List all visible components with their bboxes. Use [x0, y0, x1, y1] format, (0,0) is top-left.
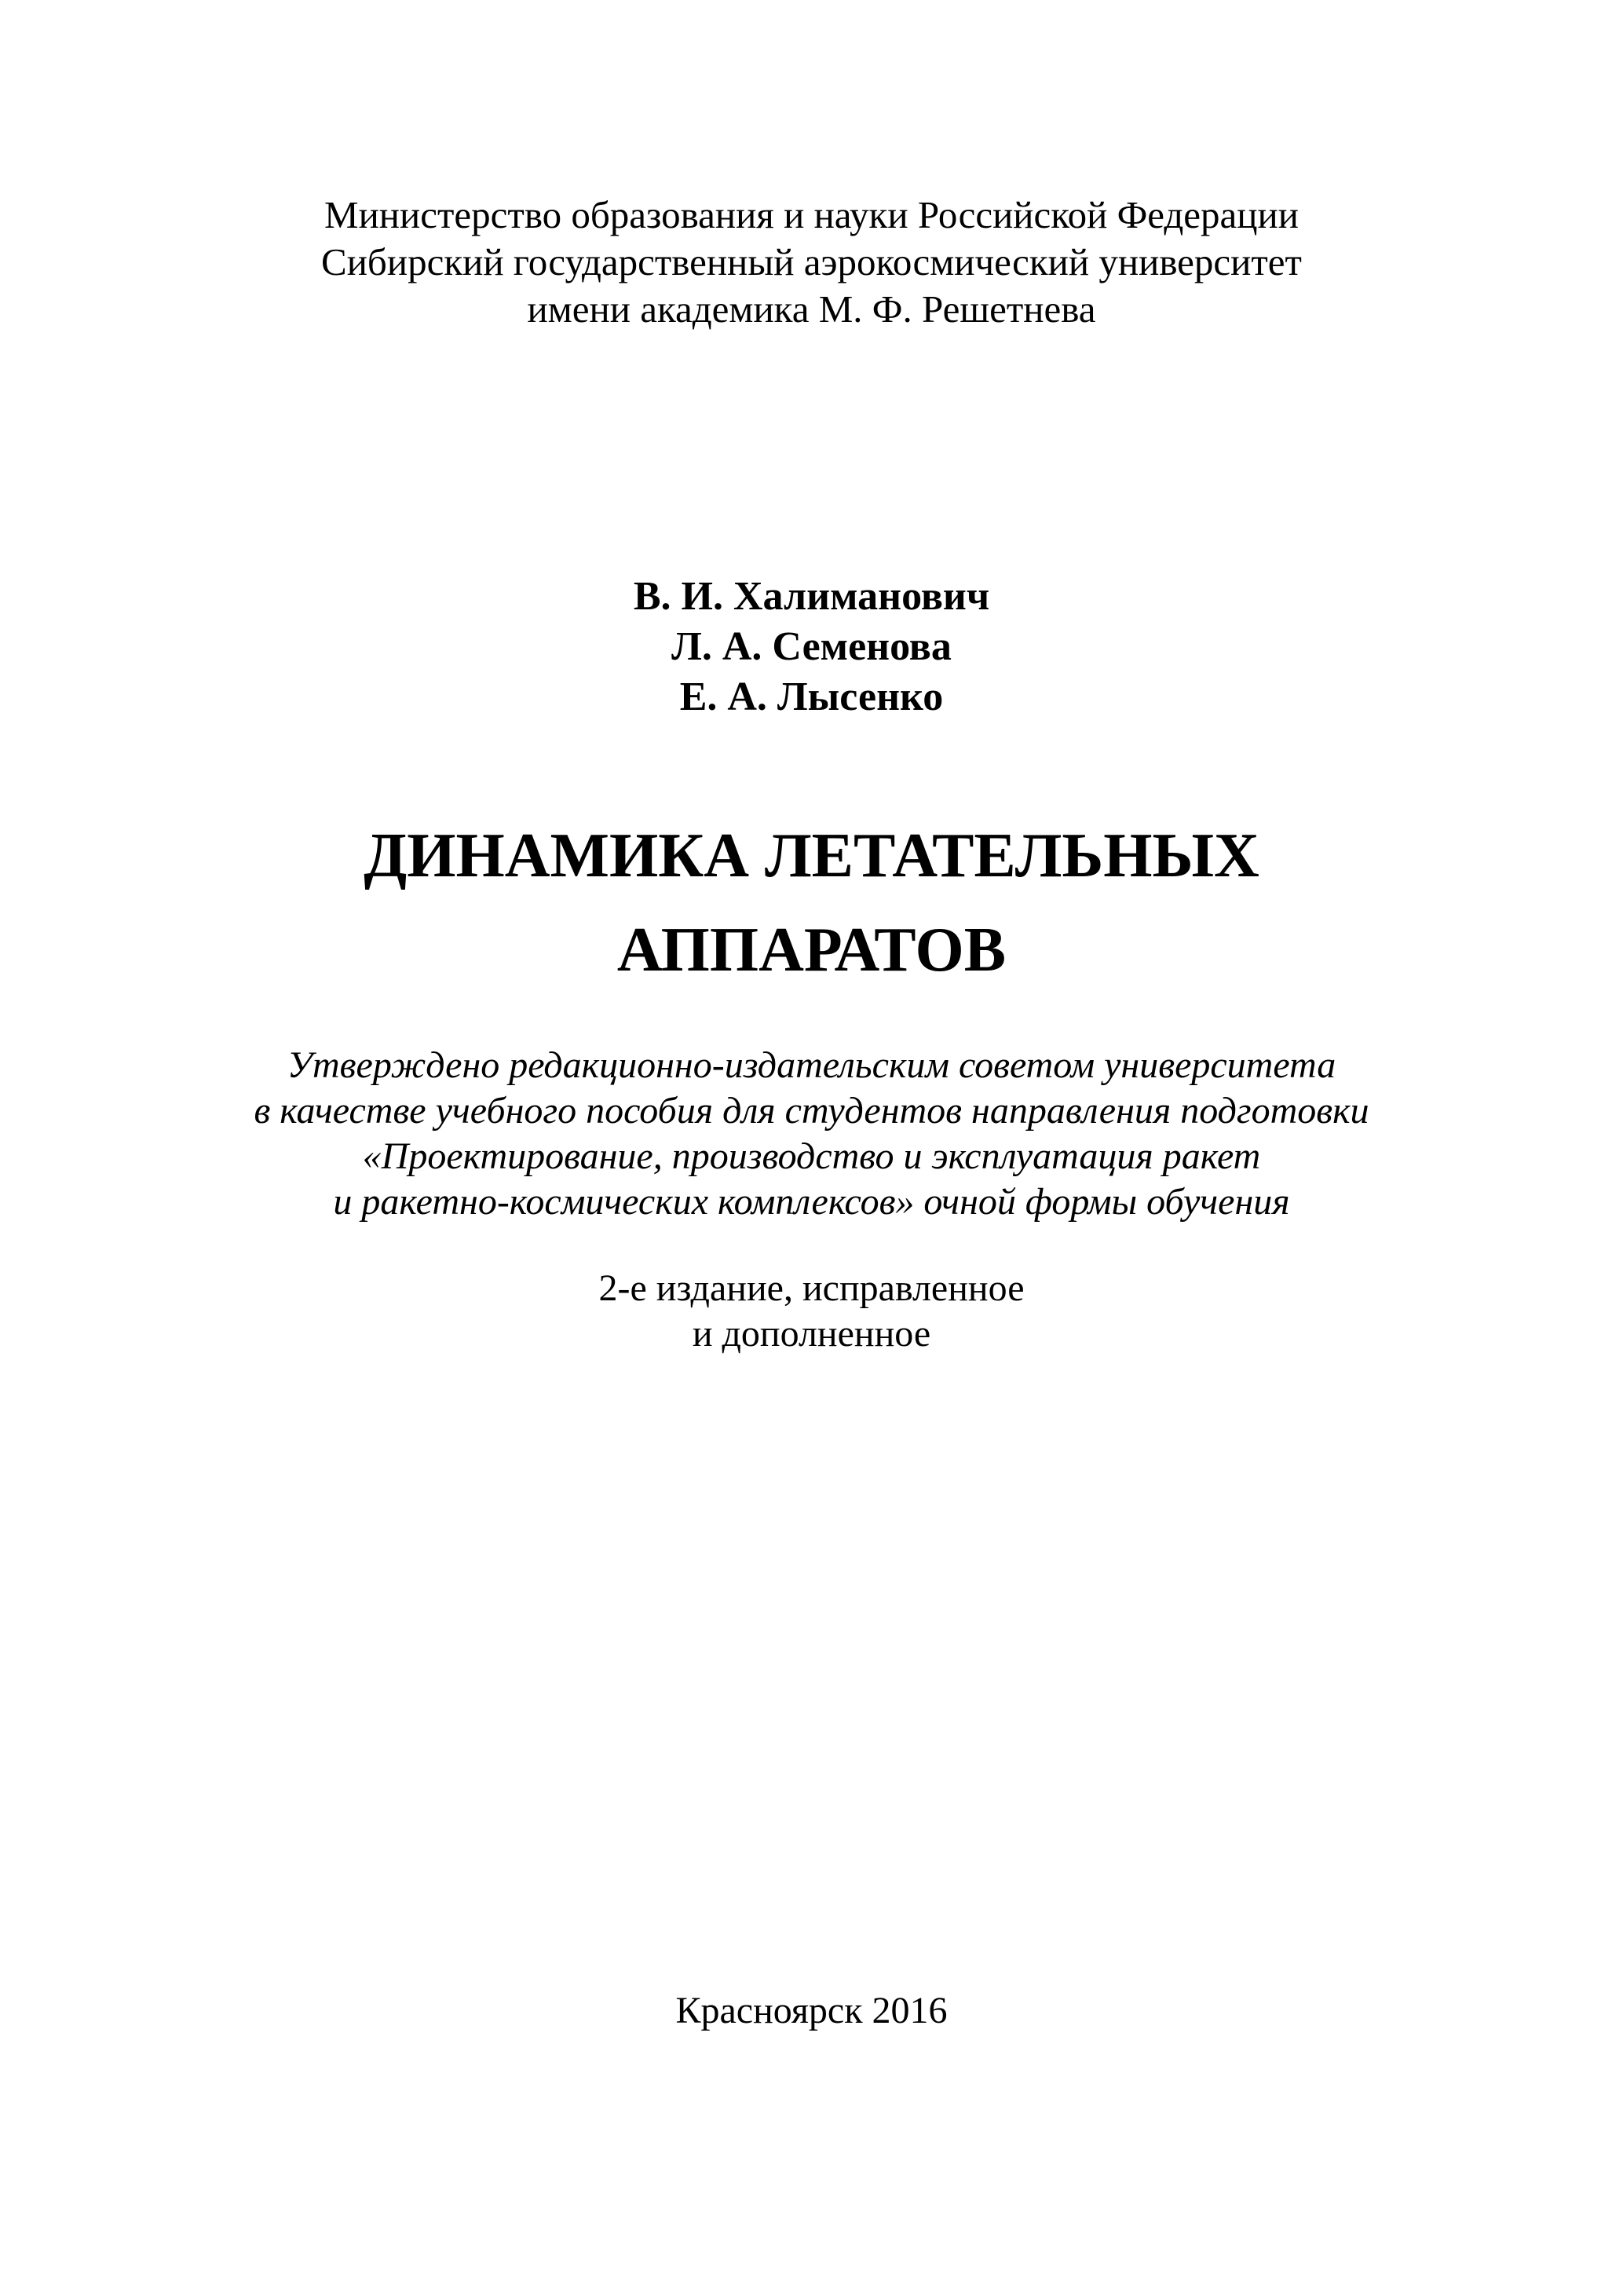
approval-line: и ракетно-космических комплексов» очной формы обучения: [333, 1181, 1290, 1223]
book-title-line: ДИНАМИКА ЛЕТАТЕЛЬНЫХ: [364, 821, 1259, 890]
imprint: [0, 1988, 1623, 2034]
institution-header: [0, 192, 1623, 333]
ministry-line: Министерство образования и науки Российской Федерации: [324, 193, 1299, 236]
book-title: [0, 809, 1623, 997]
edition-line: и дополненное: [692, 1313, 931, 1355]
city-year: Красноярск 2016: [675, 1990, 948, 2031]
approval-line: Утверждено редакционно-издательским советом университета: [287, 1044, 1336, 1086]
authors-list: [0, 572, 1623, 722]
approval-line: «Проектирование, производство и эксплуатация ракет: [362, 1135, 1261, 1177]
university-line: Сибирский государственный аэрокосмический университет: [321, 240, 1302, 283]
author-name: В. И. Халиманович: [633, 574, 990, 619]
edition-line: 2-е издание, исправленное: [598, 1267, 1025, 1309]
author-name: Е. А. Лысенко: [679, 675, 944, 719]
book-title-line: АППАРАТОВ: [616, 916, 1007, 985]
approval-line: в качестве учебного пособия для студентов направления подготовки: [254, 1090, 1369, 1132]
approval-statement: [0, 1043, 1623, 1225]
university-name-line: имени академика М. Ф. Решетнева: [527, 287, 1096, 331]
author-name: Л. А. Семенова: [671, 624, 952, 669]
edition-info: [0, 1266, 1623, 1357]
